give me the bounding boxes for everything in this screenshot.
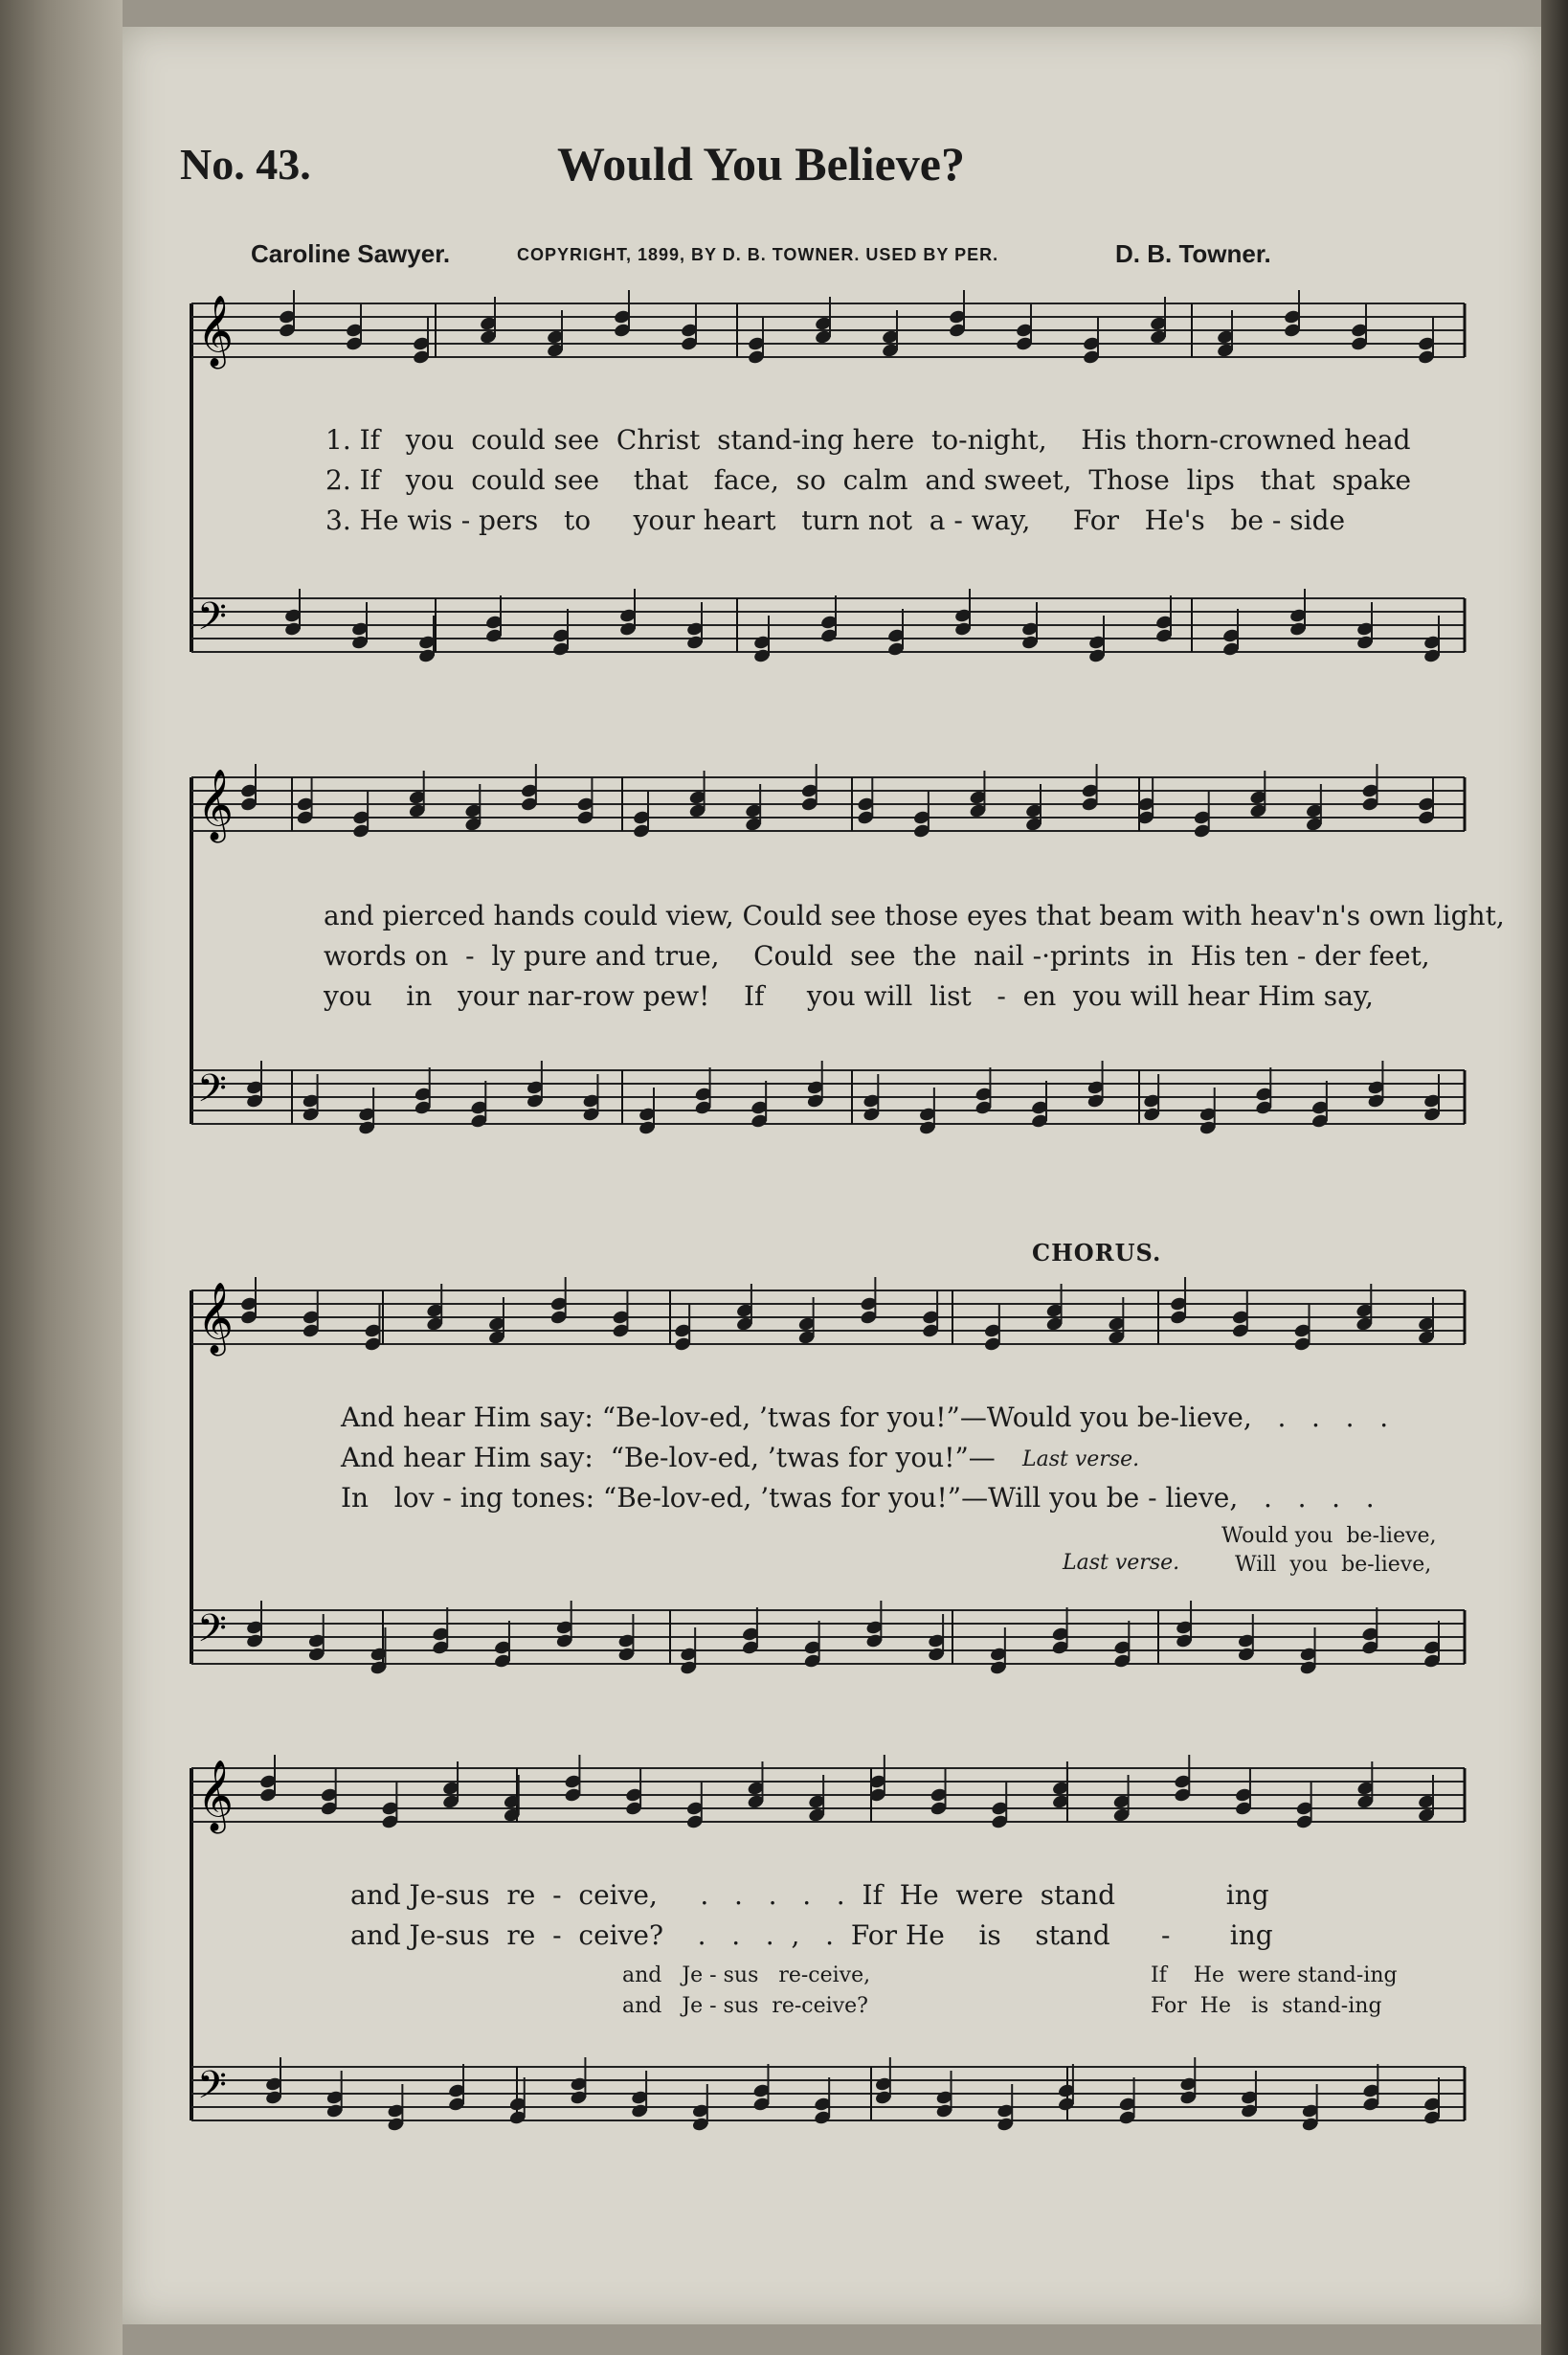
lyric-line: and Je-sus re - ceive? . . . , . For He is stand - ing bbox=[350, 1919, 1273, 1951]
alto-lyric: Would you be-lieve, bbox=[1221, 1524, 1437, 1548]
staff-notation-4 bbox=[163, 1747, 1474, 2159]
treble-staff bbox=[191, 777, 1465, 831]
alto-lyric: and Je - sus re-ceive, bbox=[622, 1963, 871, 1987]
lyric-line: you in your nar-row pew! If you will list - en you will hear Him say, bbox=[324, 980, 1374, 1012]
alto-lyric: and Je - sus re-ceive? bbox=[622, 1994, 868, 2018]
treble-notes bbox=[239, 764, 1435, 839]
music-system-2 bbox=[163, 756, 1505, 1158]
hymn-title: Would You Believe? bbox=[557, 137, 965, 191]
chorus-label: CHORUS. bbox=[1032, 1239, 1162, 1267]
music-system-3 bbox=[163, 1235, 1474, 1685]
last-verse-note: Last verse. bbox=[1063, 1551, 1180, 1575]
treble-staff bbox=[191, 1768, 1465, 1822]
music-system-1 bbox=[163, 282, 1474, 684]
treble-clef-icon: 𝄞 bbox=[197, 770, 234, 841]
last-verse-note: Last verse. bbox=[1022, 1447, 1140, 1471]
treble-notes bbox=[239, 1277, 1435, 1352]
treble-clef-icon: 𝄞 bbox=[197, 1283, 234, 1354]
bass-clef-icon: 𝄢 bbox=[197, 1606, 227, 1660]
bass-staff bbox=[191, 2067, 1465, 2120]
facing-page-edge bbox=[1541, 0, 1568, 2355]
alto-lyric: For He is stand-ing bbox=[1151, 1994, 1382, 2018]
treble-staff bbox=[191, 303, 1465, 357]
bass-clef-icon: 𝄢 bbox=[197, 594, 227, 648]
treble-notes bbox=[258, 1755, 1435, 1829]
lyric-line: 2. If you could see that face, so calm and sweet, Those lips that spake bbox=[325, 464, 1412, 496]
bass-clef-icon: 𝄢 bbox=[197, 2063, 227, 2117]
music-system-4 bbox=[163, 1747, 1474, 2159]
lyric-line: and Je-sus re - ceive, . . . . . If He were stand ing bbox=[350, 1879, 1269, 1911]
lyric-line: And hear Him say: “Be-lov-ed, ’twas for you!”—Would you be-lieve, . . . . bbox=[341, 1402, 1389, 1433]
lyric-line: 3. He wis - pers to your heart turn not a - way, For He's be - side bbox=[325, 505, 1346, 536]
copyright-notice: COPYRIGHT, 1899, BY D. B. TOWNER. USED BY PER. bbox=[517, 245, 999, 264]
lyric-line: 1. If you could see Christ stand-ing here to-night, His thorn-crowned head bbox=[325, 424, 1411, 456]
alto-lyric: If He were stand-ing bbox=[1151, 1963, 1398, 1987]
treble-clef-icon: 𝄞 bbox=[197, 296, 234, 367]
lyric-line: In lov - ing tones: “Be-lov-ed, ’twas for you!”—Will you be - lieve, . . . . bbox=[341, 1482, 1375, 1514]
bass-clef-icon: 𝄢 bbox=[197, 1066, 227, 1120]
treble-clef-icon: 𝄞 bbox=[197, 1761, 234, 1831]
hymn-number: No. 43. bbox=[180, 140, 311, 189]
lyric-line: And hear Him say: “Be-lov-ed, ’twas for you!”— bbox=[341, 1442, 996, 1473]
treble-notes bbox=[278, 290, 1435, 365]
bass-staff bbox=[191, 1070, 1465, 1124]
lyricist: Caroline Sawyer. bbox=[251, 239, 451, 268]
book-spine bbox=[0, 0, 123, 2355]
alto-lyric: Will you be-lieve, bbox=[1235, 1553, 1432, 1577]
composer: D. B. Towner. bbox=[1115, 239, 1271, 268]
lyric-line: and pierced hands could view, Could see those eyes that beam with heav'n's own light, bbox=[324, 900, 1505, 931]
lyric-line: words on - ly pure and true, Could see the nail -·prints in His ten - der feet, bbox=[324, 940, 1430, 972]
